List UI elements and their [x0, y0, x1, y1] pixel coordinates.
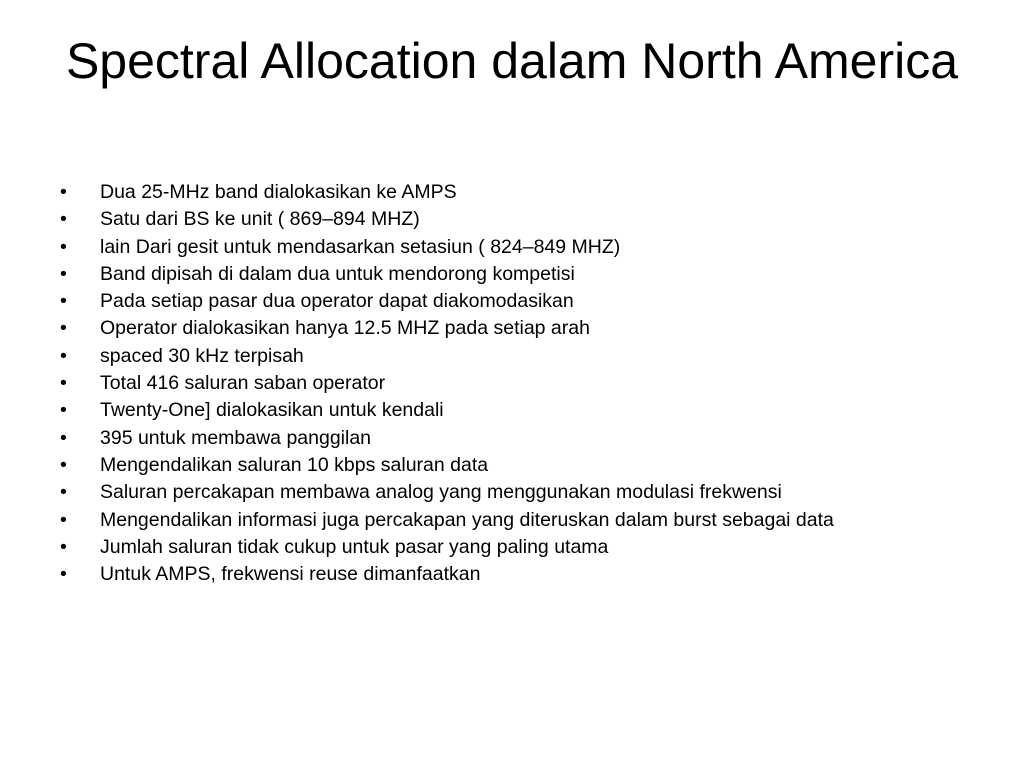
bullet-marker: •	[60, 563, 67, 586]
bullet-text: Band dipisah di dalam dua untuk mendorong kompetisi	[100, 262, 575, 285]
bullet-item	[56, 261, 996, 288]
bullet-text: Total 416 saluran saban operator	[100, 372, 386, 395]
bullet-marker: •	[60, 453, 67, 476]
bullet-marker: •	[60, 508, 67, 531]
bullet-text: Mengendalikan saluran 10 kbps saluran data	[100, 453, 489, 476]
bullet-item	[56, 397, 996, 424]
bullet-text: spaced 30 kHz terpisah	[100, 344, 304, 367]
bullet-text: Twenty-One] dialokasikan untuk kendali	[100, 399, 444, 422]
bullet-item	[56, 425, 996, 452]
bullet-marker: •	[60, 535, 67, 558]
bullet-marker: •	[60, 208, 67, 231]
bullet-text: Operator dialokasikan hanya 12.5 MHZ pada setiap arah	[100, 317, 590, 340]
bullet-marker: •	[60, 372, 67, 395]
bullet-marker: •	[60, 181, 67, 203]
bullet-item	[56, 479, 996, 506]
bullet-list	[56, 179, 996, 588]
bullet-item	[56, 370, 996, 397]
bullet-item	[56, 288, 996, 315]
bullet-marker: •	[60, 317, 67, 340]
bullet-text: Saluran percakapan membawa analog yang menggunakan modulasi frekwensi	[100, 481, 782, 504]
bullet-item	[56, 507, 996, 534]
bullet-marker: •	[60, 262, 67, 285]
bullet-item	[56, 179, 996, 206]
bullet-marker: •	[60, 399, 67, 422]
bullet-text: Pada setiap pasar dua operator dapat diakomodasikan	[100, 290, 574, 313]
bullet-text: Jumlah saluran tidak cukup untuk pasar yang paling utama	[100, 535, 609, 558]
bullet-item	[56, 234, 996, 261]
bullet-item	[56, 452, 996, 479]
bullet-item	[56, 561, 996, 588]
bullet-text: Satu dari BS ke unit ( 869–894 MHZ)	[100, 208, 420, 231]
bullet-item	[56, 534, 996, 561]
bullet-marker: •	[60, 290, 67, 313]
bullet-text: Mengendalikan informasi juga percakapan yang diteruskan dalam burst sebagai data	[100, 508, 834, 531]
bullet-marker: •	[60, 481, 67, 504]
bullet-marker: •	[60, 235, 67, 258]
bullet-text: Untuk AMPS, frekwensi reuse dimanfaatkan	[100, 563, 481, 586]
bullet-marker: •	[60, 344, 67, 367]
bullet-item	[56, 315, 996, 342]
bullet-text: 395 untuk membawa panggilan	[100, 426, 372, 449]
bullet-text: Dua 25-MHz band dialokasikan ke AMPS	[100, 181, 457, 203]
bullet-marker: •	[60, 426, 67, 449]
slide-title: Spectral Allocation dalam North America	[65, 33, 959, 89]
bullet-item	[56, 343, 996, 370]
bullet-text: lain Dari gesit untuk mendasarkan setasiun ( 824–849 MHZ)	[100, 235, 621, 258]
bullet-item	[56, 206, 996, 233]
